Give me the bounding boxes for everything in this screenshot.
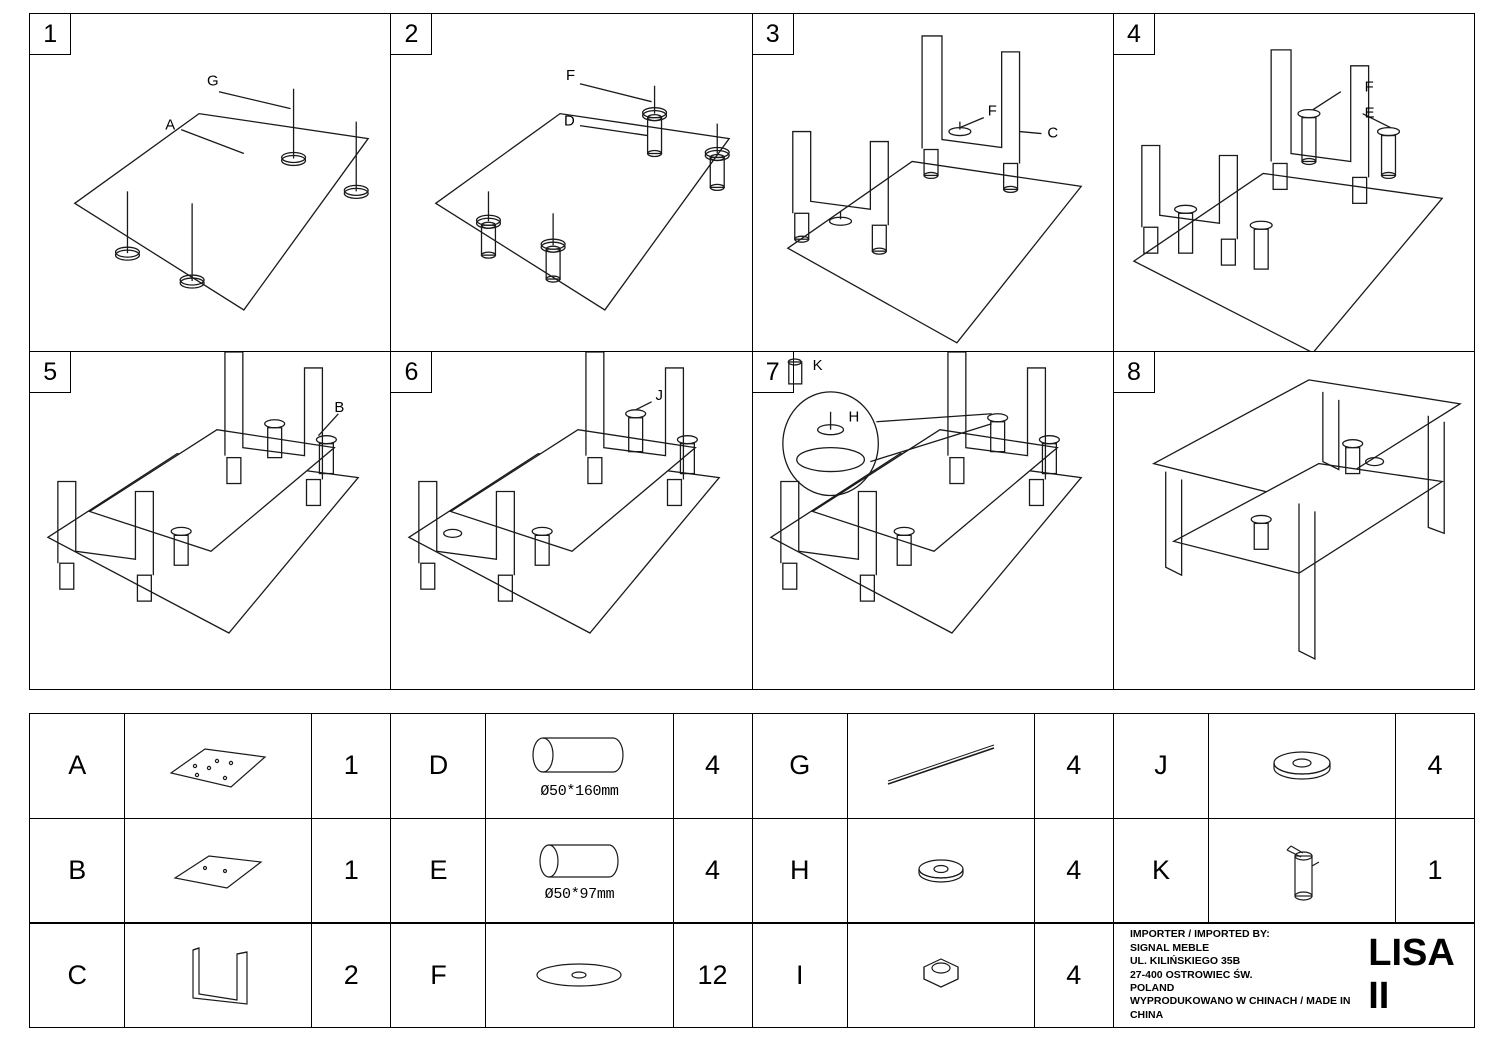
step-panel-4	[1113, 13, 1475, 352]
part-row-G	[752, 713, 1114, 818]
step-panel-3	[752, 13, 1114, 352]
part-letter: K	[1114, 819, 1209, 922]
part-qty: 4	[1066, 959, 1082, 990]
part-letter: H	[753, 819, 848, 922]
step-7-label-K: K	[812, 357, 823, 375]
importer-line-4: 27-400 OSTROWIEC ŚW.	[1129, 968, 1253, 981]
parts-column-3	[753, 714, 1114, 1028]
part-letter: I	[753, 924, 848, 1027]
step-8-illustration	[1114, 352, 1474, 689]
step-7-illustration	[753, 352, 1113, 689]
part-row-F	[390, 923, 752, 1028]
part-qty: 4	[704, 855, 721, 886]
step-3-label-F: F	[987, 102, 997, 120]
part-letter: E	[391, 819, 486, 922]
step-number: 7	[753, 352, 794, 393]
step-number: 8	[1114, 352, 1155, 393]
step-number: 5	[30, 352, 71, 393]
step-number: 3	[753, 14, 794, 55]
part-letter: D	[391, 714, 486, 817]
part-row-A	[29, 713, 391, 818]
step-panel-8	[1113, 351, 1475, 690]
importer-line-1: IMPORTER / IMPORTED BY:	[1129, 928, 1270, 941]
step-6-illustration	[391, 352, 751, 689]
part-row-B	[29, 818, 391, 923]
part-letter: B	[30, 819, 125, 922]
part-row-J	[1113, 713, 1475, 818]
importer-details	[1130, 928, 1362, 1022]
part-icon-hex-nut-icon	[848, 924, 1035, 1027]
part-row-E	[390, 818, 752, 923]
part-qty: 4	[1066, 855, 1082, 886]
importer-line-3: UL. KILIŃSKIEGO 35B	[1129, 955, 1241, 968]
part-row-K	[1113, 818, 1475, 923]
step-7-label-H: H	[848, 408, 859, 426]
step-5-label-B: B	[334, 398, 345, 416]
step-panel-2	[390, 13, 752, 352]
part-icon-flat-washer-wide-icon	[486, 924, 673, 1027]
step-5-illustration	[30, 352, 390, 689]
part-letter: J	[1114, 714, 1209, 817]
step-1-illustration	[30, 14, 390, 351]
parts-column-4	[1114, 714, 1475, 1028]
importer-line-6: WYPRODUKOWANO W CHINACH / MADE IN CHINA	[1129, 995, 1351, 1021]
part-row-D	[390, 713, 752, 818]
part-icon-wrench-tool-icon	[1209, 819, 1396, 922]
step-panel-1	[29, 13, 391, 352]
part-icon-rect-panel-small-icon	[125, 819, 312, 922]
importer-block	[1113, 923, 1475, 1028]
step-4-label-E: E	[1364, 104, 1375, 122]
step-panel-5	[29, 351, 391, 690]
part-qty: 4	[1427, 750, 1443, 781]
step-4-illustration	[1114, 14, 1474, 351]
part-row-I	[752, 923, 1114, 1028]
step-2-label-D: D	[564, 112, 576, 130]
part-icon-rubber-ring-icon	[1209, 714, 1396, 817]
part-icon-u-bracket-icon	[125, 924, 312, 1027]
step-1-label-A: A	[165, 116, 176, 134]
part-qty: 2	[343, 959, 359, 990]
part-qty: 4	[704, 750, 721, 781]
parts-table	[30, 714, 1475, 1028]
importer-line-2: SIGNAL MEBLE	[1129, 941, 1210, 954]
step-panel-7	[752, 351, 1114, 690]
part-qty: 12	[697, 959, 728, 990]
part-letter: G	[753, 714, 848, 817]
step-panel-6	[390, 351, 752, 690]
part-icon-cylinder-long-icon	[486, 714, 673, 817]
part-qty: 1	[1427, 855, 1443, 886]
part-dimension: Ø50*160mm	[540, 783, 619, 801]
steps-grid	[30, 14, 1475, 690]
part-icon-washer-icon	[848, 819, 1035, 922]
step-1-label-G: G	[207, 72, 219, 90]
step-number: 4	[1114, 14, 1155, 55]
step-3-label-C: C	[1047, 124, 1058, 142]
parts-column-2	[391, 714, 752, 1028]
part-letter: A	[30, 714, 125, 817]
step-4-label-F: F	[1364, 78, 1374, 96]
parts-column-1	[30, 714, 391, 1028]
part-qty: 1	[343, 750, 359, 781]
part-letter: C	[30, 924, 125, 1027]
step-2-illustration	[391, 14, 751, 351]
part-row-C	[29, 923, 391, 1028]
part-icon-threaded-rod-icon	[848, 714, 1035, 817]
part-icon-rect-panel-large-icon	[125, 714, 312, 817]
part-qty: 4	[1066, 750, 1082, 781]
part-letter: F	[391, 924, 486, 1027]
step-number: 1	[30, 14, 71, 55]
step-number: 2	[391, 14, 432, 55]
brand-name: LISA II	[1368, 932, 1454, 1018]
part-dimension: Ø50*97mm	[544, 886, 615, 904]
part-qty: 1	[343, 855, 359, 886]
importer-line-5: POLAND	[1129, 981, 1175, 994]
step-2-label-F: F	[566, 66, 576, 84]
step-3-illustration	[753, 14, 1113, 351]
step-number: 6	[391, 352, 432, 393]
part-row-H	[752, 818, 1114, 923]
part-icon-cylinder-short-icon	[486, 819, 673, 922]
step-6-label-J: J	[656, 387, 664, 405]
